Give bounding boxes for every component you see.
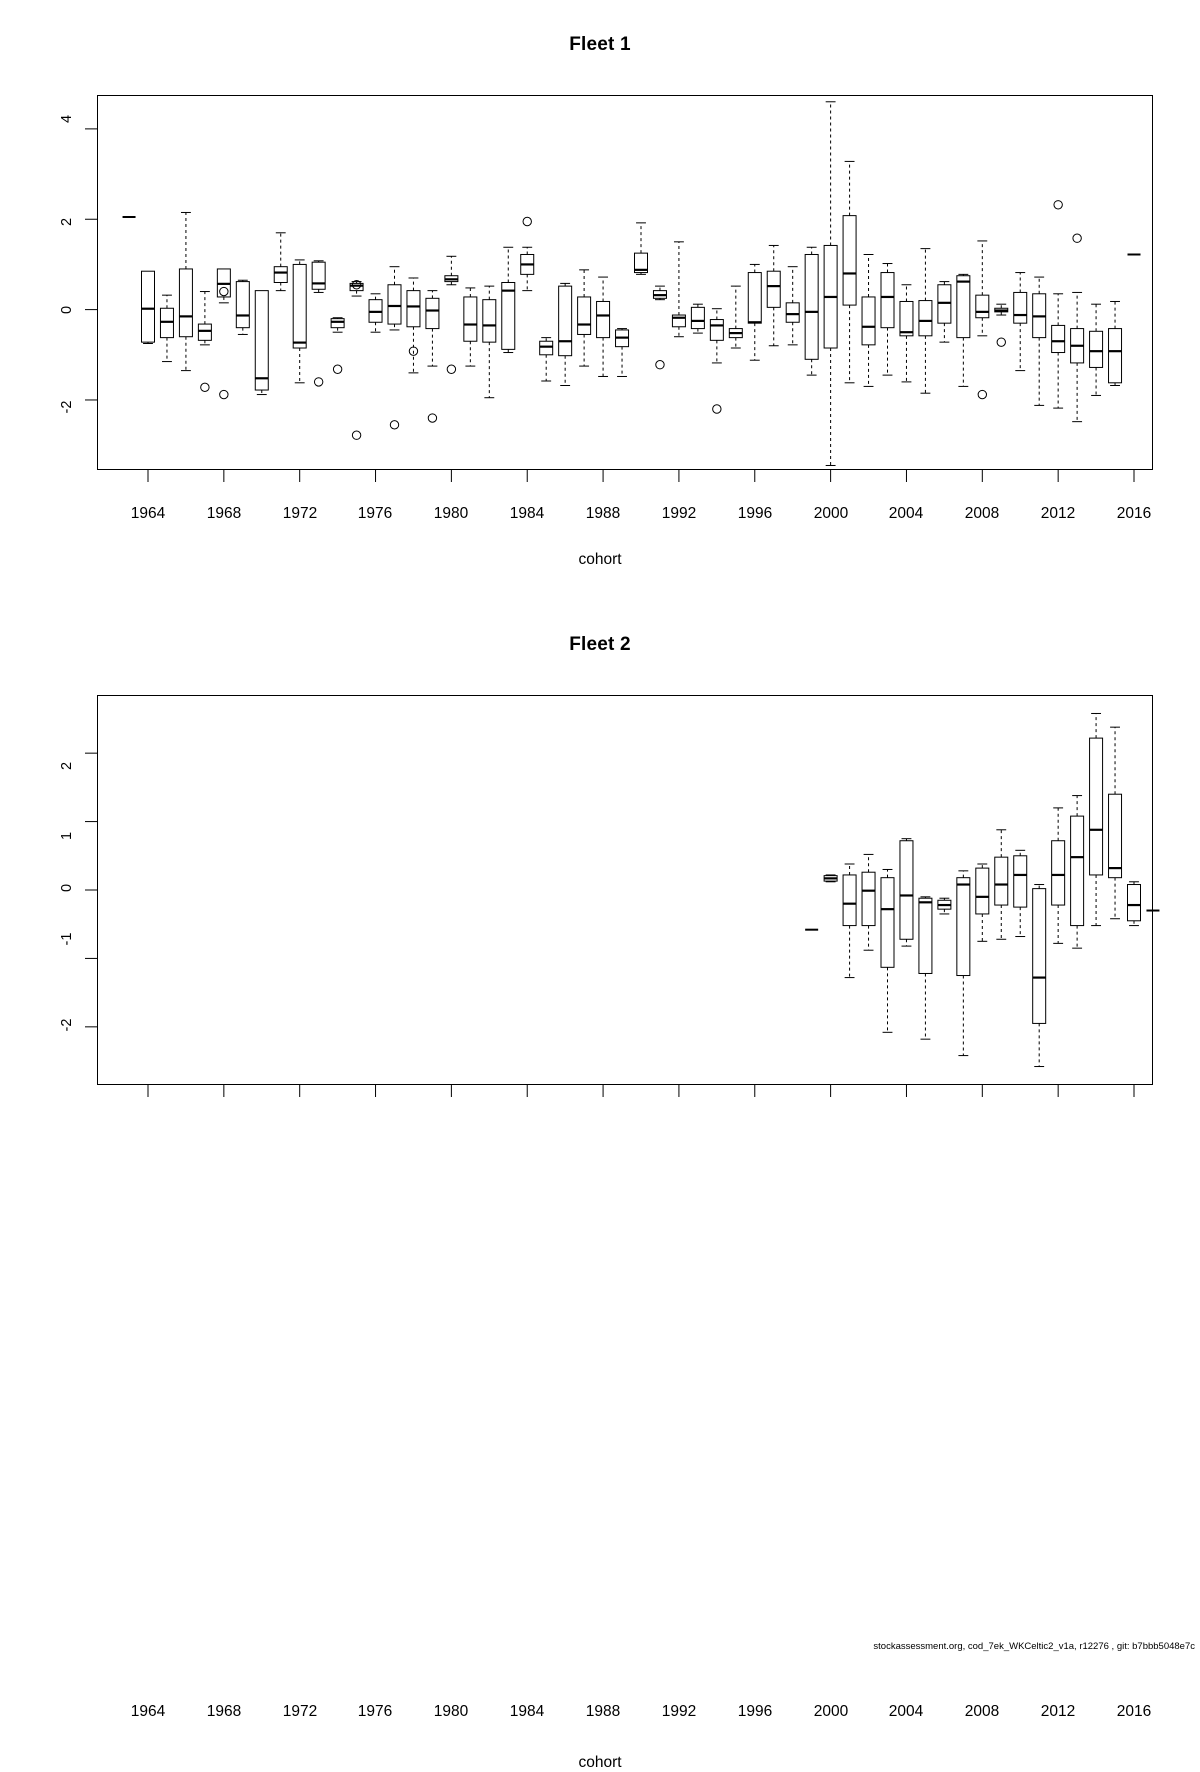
xtick-label: 1972 <box>282 505 318 522</box>
xtick-label: 2000 <box>813 1703 849 1720</box>
boxplot-canvas-fleet-2 <box>0 600 1200 1200</box>
xtick-label: 1988 <box>585 505 621 522</box>
xtick-label: 1984 <box>509 1703 545 1720</box>
ytick-label: 2 <box>59 761 75 771</box>
xtick-label: 1980 <box>433 1703 469 1720</box>
xtick-label: 1964 <box>130 1703 166 1720</box>
xtick-label: 1976 <box>357 505 393 522</box>
ytick-label: -2 <box>59 1018 75 1032</box>
panel-title-fleet-1: Fleet 1 <box>569 34 631 55</box>
ytick-label: 4 <box>59 114 75 124</box>
ytick-label: 0 <box>59 305 75 315</box>
xtick-label: 1980 <box>433 505 469 522</box>
xtick-label: 2012 <box>1040 1703 1076 1720</box>
ytick-label: -2 <box>59 400 75 414</box>
chart-panel-fleet-2 <box>0 600 1200 1771</box>
xtick-label: 1996 <box>737 1703 773 1720</box>
xtick-label: 1972 <box>282 1703 318 1720</box>
xtick-label: 2016 <box>1116 505 1152 522</box>
chart-panel-fleet-1 <box>0 0 1200 600</box>
xtick-label: 2004 <box>888 1703 924 1720</box>
xtick-label: 1968 <box>206 505 242 522</box>
xtick-label: 2000 <box>813 505 849 522</box>
xtick-label: 2008 <box>964 1703 1000 1720</box>
xtick-label: 1976 <box>357 1703 393 1720</box>
ytick-label: 0 <box>59 883 75 893</box>
xtick-label: 1992 <box>661 1703 697 1720</box>
xtick-label: 2004 <box>888 505 924 522</box>
ytick-label: 2 <box>59 217 75 227</box>
ytick-label: -1 <box>59 932 75 946</box>
xtick-label: 1996 <box>737 505 773 522</box>
xtick-label: 1984 <box>509 505 545 522</box>
xtick-label: 1968 <box>206 1703 242 1720</box>
xtick-label: 1964 <box>130 505 166 522</box>
xtick-label: 2012 <box>1040 505 1076 522</box>
panel-title-fleet-2: Fleet 2 <box>569 634 631 655</box>
xtick-label: 2008 <box>964 505 1000 522</box>
ytick-label: 1 <box>59 831 75 841</box>
xtick-label: 1992 <box>661 505 697 522</box>
xtick-label: 1988 <box>585 1703 621 1720</box>
watermark-text: stockassessment.org, cod_7ek_WKCeltic2_v1a, r12276 , git: b7bbb5048e7c <box>873 1641 1195 1652</box>
xtick-label: 2016 <box>1116 1703 1152 1720</box>
xaxis-label-fleet-1: cohort <box>578 551 622 568</box>
xaxis-label-fleet-2: cohort <box>578 1754 622 1771</box>
